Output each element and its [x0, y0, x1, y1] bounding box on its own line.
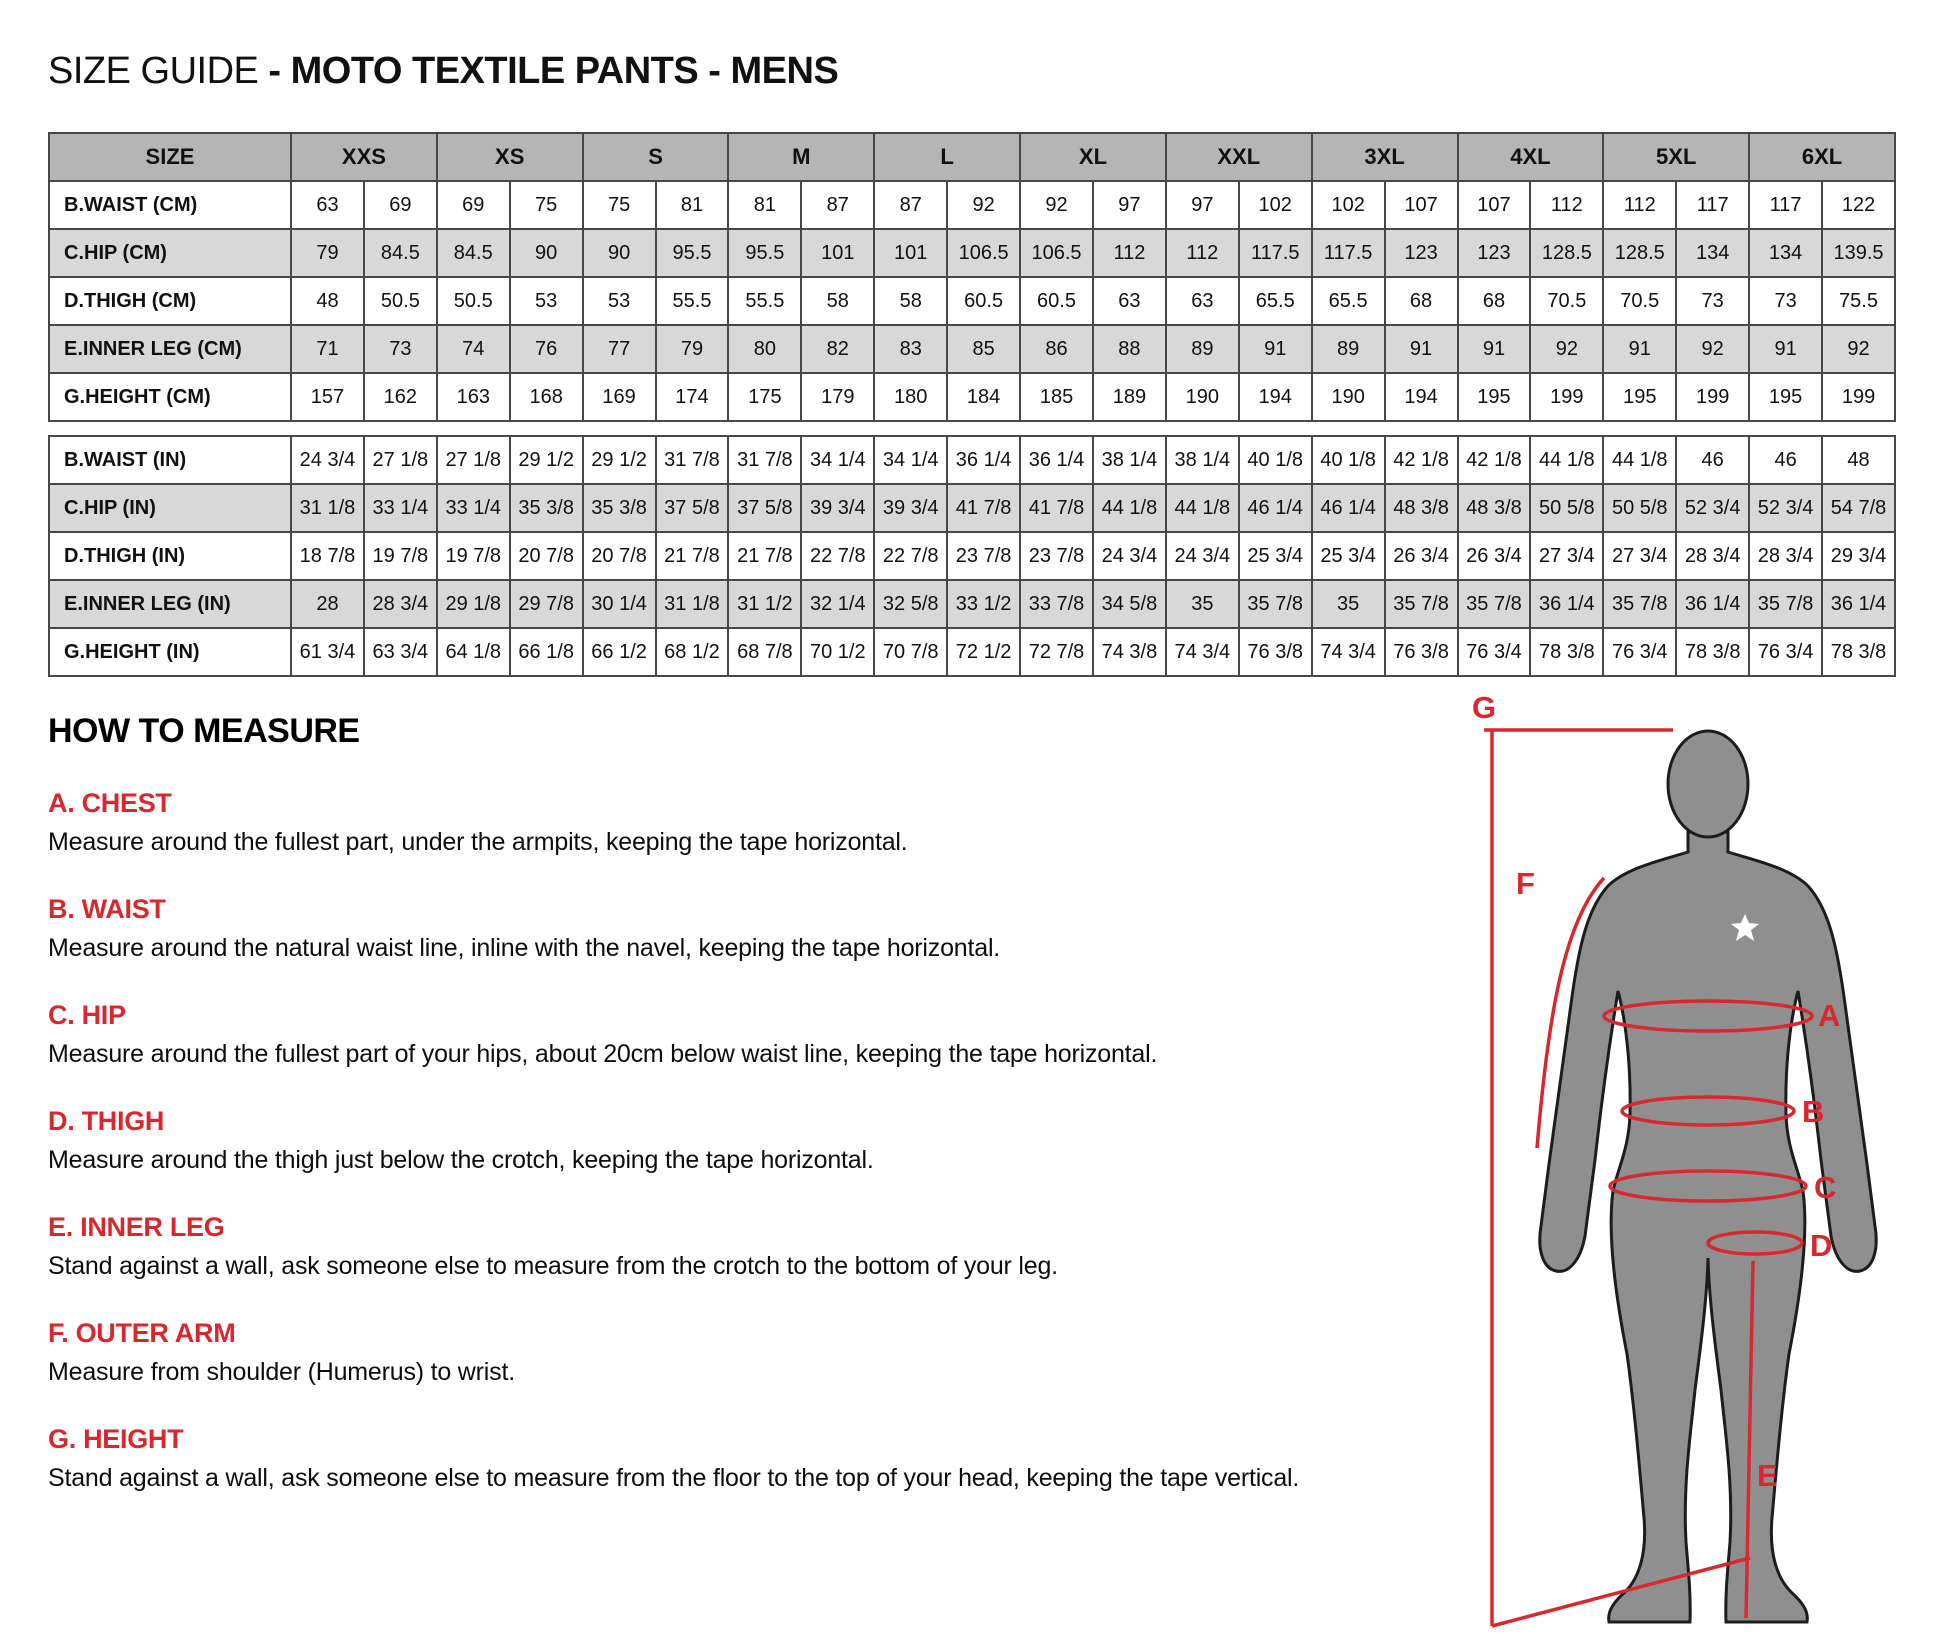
diagram-label-d: D: [1810, 1228, 1833, 1263]
size-value-cell: 42 1/8: [1458, 436, 1531, 484]
size-value-cell: 31 1/8: [291, 484, 364, 532]
table-row: [49, 325, 1895, 373]
size-value-cell: 195: [1458, 373, 1531, 421]
size-value-cell: 190: [1312, 373, 1385, 421]
size-value-cell: 123: [1458, 229, 1531, 277]
size-value-cell: 58: [874, 277, 947, 325]
measure-item-label: B. WAIST: [48, 894, 166, 924]
size-value-cell: 92: [1676, 325, 1749, 373]
size-value-cell: 44 1/8: [1603, 436, 1676, 484]
body-silhouette: [1540, 832, 1876, 1622]
head-silhouette: [1668, 731, 1748, 837]
size-value-cell: 61 3/4: [291, 628, 364, 676]
size-value-cell: 44 1/8: [1093, 484, 1166, 532]
size-value-cell: 35 7/8: [1385, 580, 1458, 628]
size-value-cell: 87: [801, 181, 874, 229]
size-value-cell: 48: [291, 277, 364, 325]
size-value-cell: 25 3/4: [1239, 532, 1312, 580]
size-value-cell: 52 3/4: [1676, 484, 1749, 532]
size-value-cell: 81: [656, 181, 729, 229]
size-value-cell: 74 3/4: [1312, 628, 1385, 676]
size-value-cell: 199: [1676, 373, 1749, 421]
row-label: D.THIGH (IN): [49, 532, 291, 580]
size-value-cell: 28: [291, 580, 364, 628]
size-value-cell: 117.5: [1239, 229, 1312, 277]
size-value-cell: 24 3/4: [1166, 532, 1239, 580]
size-value-cell: 29 1/2: [510, 436, 583, 484]
row-label: G.HEIGHT (IN): [49, 628, 291, 676]
how-to-measure-heading: HOW TO MEASURE: [48, 712, 360, 750]
size-value-cell: 76 3/4: [1458, 628, 1531, 676]
size-value-cell: 20 7/8: [510, 532, 583, 580]
size-value-cell: 107: [1385, 181, 1458, 229]
row-label: C.HIP (IN): [49, 484, 291, 532]
size-value-cell: 180: [874, 373, 947, 421]
size-value-cell: 123: [1385, 229, 1458, 277]
size-value-cell: 35 7/8: [1603, 580, 1676, 628]
table-row: [49, 373, 1895, 421]
size-value-cell: 63: [1093, 277, 1166, 325]
measure-item-text: Measure around the natural waist line, inline with the navel, keeping the tape horizontal.: [48, 934, 1001, 962]
size-value-cell: 48: [1822, 436, 1895, 484]
size-value-cell: 40 1/8: [1312, 436, 1385, 484]
row-label: E.INNER LEG (CM): [49, 325, 291, 373]
measure-item-text: Measure from shoulder (Humerus) to wrist.: [48, 1358, 515, 1386]
size-column-header: 4XL: [1458, 133, 1604, 181]
measure-item-label: F. OUTER ARM: [48, 1318, 236, 1348]
diagram-label-c: C: [1814, 1170, 1837, 1205]
row-label: E.INNER LEG (IN): [49, 580, 291, 628]
size-value-cell: 68 1/2: [656, 628, 729, 676]
table-corner-size-label: SIZE: [49, 133, 291, 181]
size-value-cell: 29 1/2: [583, 436, 656, 484]
size-value-cell: 37 5/8: [728, 484, 801, 532]
size-value-cell: 36 1/4: [947, 436, 1020, 484]
size-value-cell: 106.5: [1020, 229, 1093, 277]
size-value-cell: 91: [1603, 325, 1676, 373]
size-value-cell: 117.5: [1312, 229, 1385, 277]
size-value-cell: 66 1/2: [583, 628, 656, 676]
size-value-cell: 28 3/4: [1676, 532, 1749, 580]
size-value-cell: 88: [1093, 325, 1166, 373]
size-value-cell: 53: [583, 277, 656, 325]
size-value-cell: 194: [1385, 373, 1458, 421]
size-value-cell: 68: [1458, 277, 1531, 325]
size-value-cell: 75: [583, 181, 656, 229]
size-value-cell: 35 3/8: [583, 484, 656, 532]
size-value-cell: 28 3/4: [1749, 532, 1822, 580]
size-value-cell: 63: [1166, 277, 1239, 325]
size-value-cell: 33 1/2: [947, 580, 1020, 628]
size-value-cell: 91: [1385, 325, 1458, 373]
size-value-cell: 95.5: [728, 229, 801, 277]
size-value-cell: 36 1/4: [1530, 580, 1603, 628]
size-value-cell: 27 1/8: [437, 436, 510, 484]
size-column-header: 3XL: [1312, 133, 1458, 181]
size-column-header: L: [874, 133, 1020, 181]
size-value-cell: 169: [583, 373, 656, 421]
size-value-cell: 44 1/8: [1530, 436, 1603, 484]
size-value-cell: 134: [1676, 229, 1749, 277]
diagram-label-b: B: [1802, 1094, 1825, 1129]
size-value-cell: 76 3/4: [1603, 628, 1676, 676]
size-value-cell: 76 3/4: [1749, 628, 1822, 676]
size-value-cell: 73: [1749, 277, 1822, 325]
size-value-cell: 35 3/8: [510, 484, 583, 532]
size-value-cell: 23 7/8: [947, 532, 1020, 580]
size-value-cell: 75.5: [1822, 277, 1895, 325]
size-value-cell: 106.5: [947, 229, 1020, 277]
size-value-cell: 76 3/8: [1239, 628, 1312, 676]
size-value-cell: 29 3/4: [1822, 532, 1895, 580]
size-value-cell: 117: [1676, 181, 1749, 229]
diagram-label-a: A: [1818, 998, 1841, 1033]
size-value-cell: 77: [583, 325, 656, 373]
size-value-cell: 78 3/8: [1530, 628, 1603, 676]
size-value-cell: 83: [874, 325, 947, 373]
size-value-cell: 35 7/8: [1239, 580, 1312, 628]
diagram-label-f: F: [1516, 866, 1535, 901]
size-value-cell: 175: [728, 373, 801, 421]
row-label: B.WAIST (IN): [49, 436, 291, 484]
measure-item-text: Stand against a wall, ask someone else to measure from the crotch to the bottom of your leg.: [48, 1252, 1058, 1280]
table-row: [49, 532, 1895, 580]
size-value-cell: 190: [1166, 373, 1239, 421]
size-value-cell: 92: [1530, 325, 1603, 373]
size-value-cell: 117: [1749, 181, 1822, 229]
table-row: [49, 277, 1895, 325]
size-value-cell: 38 1/4: [1093, 436, 1166, 484]
size-value-cell: 23 7/8: [1020, 532, 1093, 580]
size-value-cell: 91: [1458, 325, 1531, 373]
size-value-cell: 199: [1530, 373, 1603, 421]
size-value-cell: 134: [1749, 229, 1822, 277]
size-value-cell: 65.5: [1239, 277, 1312, 325]
size-column-header: M: [728, 133, 874, 181]
table-row: [49, 229, 1895, 277]
size-value-cell: 107: [1458, 181, 1531, 229]
measure-item: [48, 788, 1448, 857]
size-value-cell: 89: [1312, 325, 1385, 373]
size-value-cell: 36 1/4: [1676, 580, 1749, 628]
size-value-cell: 128.5: [1530, 229, 1603, 277]
size-value-cell: 35: [1312, 580, 1385, 628]
size-value-cell: 92: [947, 181, 1020, 229]
size-value-cell: 50.5: [437, 277, 510, 325]
size-value-cell: 195: [1603, 373, 1676, 421]
measure-item-text: Stand against a wall, ask someone else to measure from the floor to the top of your head, keeping the tape vertical.: [48, 1464, 1300, 1492]
measure-item: [48, 1212, 1448, 1281]
size-value-cell: 86: [1020, 325, 1093, 373]
size-value-cell: 66 1/8: [510, 628, 583, 676]
size-value-cell: 101: [874, 229, 947, 277]
size-value-cell: 41 7/8: [947, 484, 1020, 532]
size-value-cell: 72 1/2: [947, 628, 1020, 676]
size-value-cell: 163: [437, 373, 510, 421]
size-value-cell: 199: [1822, 373, 1895, 421]
size-table: [48, 132, 1896, 677]
measure-item: [48, 894, 1448, 963]
size-value-cell: 70.5: [1530, 277, 1603, 325]
size-value-cell: 31 1/2: [728, 580, 801, 628]
size-value-cell: 33 1/4: [437, 484, 510, 532]
measure-item: [48, 1424, 1448, 1493]
size-value-cell: 97: [1166, 181, 1239, 229]
row-label: B.WAIST (CM): [49, 181, 291, 229]
measure-item: [48, 1000, 1448, 1069]
size-value-cell: 70 1/2: [801, 628, 874, 676]
size-value-cell: 185: [1020, 373, 1093, 421]
size-value-cell: 157: [291, 373, 364, 421]
size-value-cell: 85: [947, 325, 1020, 373]
size-value-cell: 75: [510, 181, 583, 229]
page-title-prefix: SIZE GUIDE: [48, 50, 269, 92]
size-value-cell: 19 7/8: [364, 532, 437, 580]
body-diagram-svg: [1458, 686, 1920, 1646]
size-value-cell: 90: [510, 229, 583, 277]
size-value-cell: 34 1/4: [801, 436, 874, 484]
size-value-cell: 162: [364, 373, 437, 421]
size-value-cell: 50 5/8: [1530, 484, 1603, 532]
size-value-cell: 50 5/8: [1603, 484, 1676, 532]
size-value-cell: 27 3/4: [1603, 532, 1676, 580]
size-value-cell: 179: [801, 373, 874, 421]
size-value-cell: 34 1/4: [874, 436, 947, 484]
row-label: D.THIGH (CM): [49, 277, 291, 325]
size-value-cell: 41 7/8: [1020, 484, 1093, 532]
size-value-cell: 35: [1166, 580, 1239, 628]
size-column-header: XXS: [291, 133, 437, 181]
size-value-cell: 122: [1822, 181, 1895, 229]
measure-item-label: C. HIP: [48, 1000, 126, 1030]
size-value-cell: 102: [1239, 181, 1312, 229]
measure-item-label: G. HEIGHT: [48, 1424, 184, 1454]
size-value-cell: 64 1/8: [437, 628, 510, 676]
size-value-cell: 46 1/4: [1312, 484, 1385, 532]
size-value-cell: 112: [1093, 229, 1166, 277]
size-value-cell: 79: [656, 325, 729, 373]
size-value-cell: 139.5: [1822, 229, 1895, 277]
size-value-cell: 74 3/4: [1166, 628, 1239, 676]
size-value-cell: 44 1/8: [1166, 484, 1239, 532]
size-value-cell: 68 7/8: [728, 628, 801, 676]
measure-item-text: Measure around the fullest part of your hips, about 20cm below waist line, keeping the tape horizontal.: [48, 1040, 1158, 1068]
size-value-cell: 32 1/4: [801, 580, 874, 628]
size-value-cell: 73: [364, 325, 437, 373]
size-value-cell: 21 7/8: [656, 532, 729, 580]
measure-item-label: A. CHEST: [48, 788, 172, 818]
size-value-cell: 26 3/4: [1385, 532, 1458, 580]
size-value-cell: 18 7/8: [291, 532, 364, 580]
measure-item-label: D. THIGH: [48, 1106, 165, 1136]
size-value-cell: 76: [510, 325, 583, 373]
size-value-cell: 70.5: [1603, 277, 1676, 325]
size-value-cell: 63 3/4: [364, 628, 437, 676]
size-value-cell: 54 7/8: [1822, 484, 1895, 532]
size-value-cell: 60.5: [947, 277, 1020, 325]
size-value-cell: 33 1/4: [364, 484, 437, 532]
size-column-header: XS: [437, 133, 583, 181]
size-value-cell: 60.5: [1020, 277, 1093, 325]
size-value-cell: 184: [947, 373, 1020, 421]
size-value-cell: 33 7/8: [1020, 580, 1093, 628]
diagram-label-g: G: [1472, 690, 1497, 725]
size-value-cell: 36 1/4: [1822, 580, 1895, 628]
size-value-cell: 65.5: [1312, 277, 1385, 325]
size-value-cell: 55.5: [728, 277, 801, 325]
size-value-cell: 82: [801, 325, 874, 373]
size-value-cell: 29 1/8: [437, 580, 510, 628]
size-value-cell: 112: [1530, 181, 1603, 229]
size-value-cell: 68: [1385, 277, 1458, 325]
size-value-cell: 69: [437, 181, 510, 229]
size-value-cell: 63: [291, 181, 364, 229]
measure-item-text: Measure around the thigh just below the crotch, keeping the tape horizontal.: [48, 1146, 874, 1174]
size-value-cell: 58: [801, 277, 874, 325]
size-value-cell: 76 3/8: [1385, 628, 1458, 676]
size-value-cell: 55.5: [656, 277, 729, 325]
size-value-cell: 48 3/8: [1385, 484, 1458, 532]
size-value-cell: 24 3/4: [1093, 532, 1166, 580]
size-value-cell: 20 7/8: [583, 532, 656, 580]
size-value-cell: 39 3/4: [801, 484, 874, 532]
size-value-cell: 73: [1676, 277, 1749, 325]
size-value-cell: 35 7/8: [1749, 580, 1822, 628]
size-value-cell: 40 1/8: [1239, 436, 1312, 484]
size-value-cell: 34 5/8: [1093, 580, 1166, 628]
size-value-cell: 27 3/4: [1530, 532, 1603, 580]
size-value-cell: 21 7/8: [728, 532, 801, 580]
size-value-cell: 91: [1749, 325, 1822, 373]
size-value-cell: 70 7/8: [874, 628, 947, 676]
size-value-cell: 35 7/8: [1458, 580, 1531, 628]
size-value-cell: 24 3/4: [291, 436, 364, 484]
size-value-cell: 112: [1603, 181, 1676, 229]
size-value-cell: 31 7/8: [656, 436, 729, 484]
measure-item-text: Measure around the fullest part, under the armpits, keeping the tape horizontal.: [48, 828, 908, 856]
size-value-cell: 74: [437, 325, 510, 373]
size-value-cell: 50.5: [364, 277, 437, 325]
size-value-cell: 78 3/8: [1676, 628, 1749, 676]
size-value-cell: 31 1/8: [656, 580, 729, 628]
size-value-cell: 128.5: [1603, 229, 1676, 277]
measure-item: [48, 1106, 1448, 1175]
size-column-header: S: [583, 133, 729, 181]
size-value-cell: 38 1/4: [1166, 436, 1239, 484]
size-value-cell: 84.5: [364, 229, 437, 277]
size-value-cell: 194: [1239, 373, 1312, 421]
size-value-cell: 87: [874, 181, 947, 229]
size-value-cell: 112: [1166, 229, 1239, 277]
size-value-cell: 36 1/4: [1020, 436, 1093, 484]
size-value-cell: 78 3/8: [1822, 628, 1895, 676]
size-column-header: 5XL: [1603, 133, 1749, 181]
size-column-header: XXL: [1166, 133, 1312, 181]
size-column-header: XL: [1020, 133, 1166, 181]
page-title-emphasis: - MOTO TEXTILE PANTS - MENS: [268, 50, 839, 92]
size-value-cell: 19 7/8: [437, 532, 510, 580]
unit-group-divider: [49, 421, 1895, 436]
body-measurement-diagram: [1458, 686, 1920, 1646]
size-value-cell: 39 3/4: [874, 484, 947, 532]
size-value-cell: 101: [801, 229, 874, 277]
size-value-cell: 25 3/4: [1312, 532, 1385, 580]
size-value-cell: 102: [1312, 181, 1385, 229]
table-row: [49, 580, 1895, 628]
size-value-cell: 46: [1676, 436, 1749, 484]
size-value-cell: 95.5: [656, 229, 729, 277]
size-value-cell: 29 7/8: [510, 580, 583, 628]
size-value-cell: 81: [728, 181, 801, 229]
size-value-cell: 79: [291, 229, 364, 277]
row-label: G.HEIGHT (CM): [49, 373, 291, 421]
table-row: [49, 628, 1895, 676]
size-value-cell: 97: [1093, 181, 1166, 229]
table-row: [49, 436, 1895, 484]
row-label: C.HIP (CM): [49, 229, 291, 277]
size-value-cell: 92: [1020, 181, 1093, 229]
size-value-cell: 72 7/8: [1020, 628, 1093, 676]
size-value-cell: 28 3/4: [364, 580, 437, 628]
table-row: [49, 181, 1895, 229]
size-value-cell: 52 3/4: [1749, 484, 1822, 532]
size-column-header: 6XL: [1749, 133, 1895, 181]
size-value-cell: 26 3/4: [1458, 532, 1531, 580]
how-to-measure-list: [48, 788, 1448, 1493]
size-value-cell: 46 1/4: [1239, 484, 1312, 532]
measure-item: [48, 1318, 1448, 1387]
size-value-cell: 92: [1822, 325, 1895, 373]
size-value-cell: 32 5/8: [874, 580, 947, 628]
diagram-label-e: E: [1757, 1458, 1778, 1493]
size-value-cell: 22 7/8: [801, 532, 874, 580]
size-value-cell: 91: [1239, 325, 1312, 373]
size-value-cell: 189: [1093, 373, 1166, 421]
size-value-cell: 46: [1749, 436, 1822, 484]
size-value-cell: 37 5/8: [656, 484, 729, 532]
size-value-cell: 168: [510, 373, 583, 421]
size-value-cell: 71: [291, 325, 364, 373]
size-value-cell: 90: [583, 229, 656, 277]
size-value-cell: 84.5: [437, 229, 510, 277]
size-value-cell: 31 7/8: [728, 436, 801, 484]
size-value-cell: 30 1/4: [583, 580, 656, 628]
size-value-cell: 22 7/8: [874, 532, 947, 580]
size-value-cell: 80: [728, 325, 801, 373]
size-value-cell: 89: [1166, 325, 1239, 373]
page-title: [48, 50, 838, 93]
size-value-cell: 174: [656, 373, 729, 421]
size-value-cell: 69: [364, 181, 437, 229]
size-value-cell: 74 3/8: [1093, 628, 1166, 676]
measure-item-label: E. INNER LEG: [48, 1212, 225, 1242]
how-to-measure-section: [48, 712, 1448, 1493]
table-row: [49, 484, 1895, 532]
size-value-cell: 48 3/8: [1458, 484, 1531, 532]
size-value-cell: 27 1/8: [364, 436, 437, 484]
size-value-cell: 53: [510, 277, 583, 325]
size-value-cell: 195: [1749, 373, 1822, 421]
size-value-cell: 42 1/8: [1385, 436, 1458, 484]
